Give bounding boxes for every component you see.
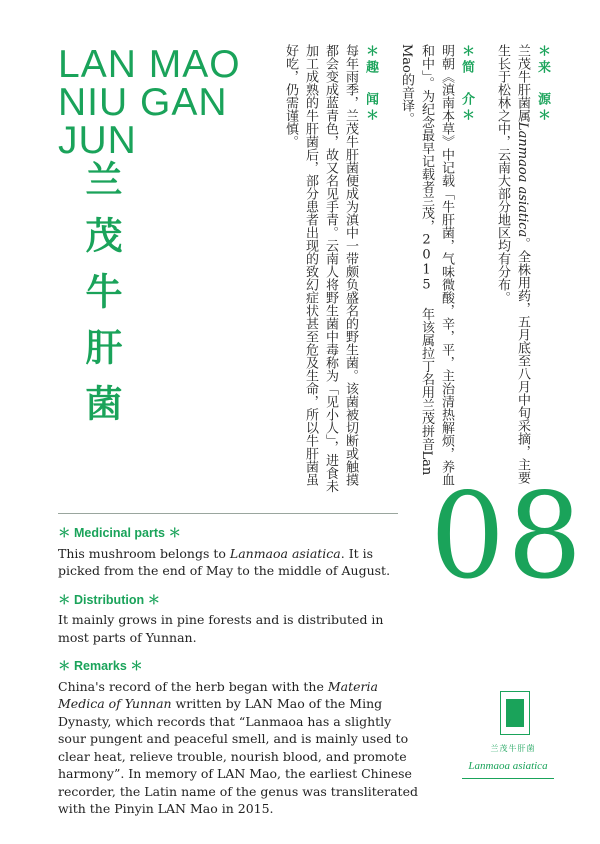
english-title [58, 43, 258, 162]
stamp-underline [462, 778, 554, 779]
stamp-block [506, 699, 524, 727]
english-title-line-2: NIU GAN [58, 81, 228, 124]
intro-text-b: 的音译。 [399, 72, 414, 125]
remarks-text-b: written by LAN Mao of the Ming Dynasty, which records that “Lanmaoa has a slightly sour pungent and peaceful smell, and is mainly used to clear heat, relieve trouble, nourish blood, and promote harmony”. In memory of LAN Mao, the earliest Chinese recorder, the Latin name of the genus was transliterated with the Pinyin LAN Mao in 2015. [58, 696, 418, 816]
section-heading-remarks: ＊ Remarks ＊ [58, 659, 143, 673]
chinese-title: 兰茂牛肝菌 [79, 160, 123, 440]
section-heading-anecdote: ＊趣 闻＊ [363, 44, 378, 124]
page-number: 08 [430, 467, 585, 605]
section-body-intro [396, 44, 456, 494]
vertical-section-intro [396, 44, 476, 494]
section-body-source [492, 44, 532, 494]
section-body-anecdote: 每年雨季，兰茂牛肝菌便成为滇中一带颇负盛名的野生菌。该菌被切断或触摸都会变成蓝青色，故又名见手青。云南人将野生菌中毒称为「见小人」，进食未加工成熟的牛肝菌后，部分患者出现的致幻症状甚至危及生命，所以牛肝菌虽好吃，仍需谨慎。 [283, 44, 358, 493]
stamp-chinese-label: 兰茂牛肝菌 [490, 744, 536, 753]
remarks-text-a: China's record of the herb began with the [58, 678, 328, 694]
remarks-italic: Materia Medica of Yunnan [58, 678, 378, 711]
divider-line [58, 513, 398, 514]
vertical-section-anecdote [280, 44, 380, 494]
section-body-medicinal-parts [58, 545, 418, 580]
english-sections [58, 525, 418, 830]
intro-latin: Lan Mao [399, 44, 434, 476]
source-latin: Lanmaoa asiatica [515, 122, 530, 238]
medicinal-italic: Lanmaoa asiatica [229, 545, 341, 561]
section-body-distribution: It mainly grows in pine forests and is distributed in most parts of Yunnan. [58, 612, 384, 645]
section-heading-intro: ＊简 介＊ [459, 44, 474, 124]
stamp-latin-label: Lanmaoa asiatica [468, 760, 548, 772]
intro-text-a: 明朝《滇南本草》中记载「牛肝菌，气味微酸，辛，平，主治清热解烦，养血和中」。为纪念最早记载者兰茂，2015 年该属拉丁名用兰茂拼音 [419, 44, 454, 486]
medicinal-text-b: . It is picked from the end of May to the middle of August. [58, 545, 391, 578]
section-body-remarks [58, 678, 418, 818]
source-text-b: 。全株用药，五月底至八月中旬采摘，主要生长于松林之中，云南大部分地区均有分布。 [495, 44, 530, 485]
stamp-frame [500, 691, 530, 735]
vertical-text-block [280, 44, 552, 494]
section-remarks [58, 658, 418, 818]
vertical-section-source [492, 44, 552, 494]
english-title-line-1: LAN MAO [58, 43, 241, 86]
english-title-line-3: JUN [58, 119, 137, 162]
section-medicinal-parts [58, 525, 418, 580]
source-text-a: 兰茂牛肝菌属 [515, 44, 530, 122]
section-distribution [58, 592, 418, 647]
section-heading-distribution: ＊ Distribution ＊ [58, 592, 161, 607]
medicinal-text-a: This mushroom belongs to [58, 545, 230, 561]
section-heading-medicinal-parts: ＊ Medicinal parts ＊ [58, 526, 181, 540]
section-heading-source: ＊来 源＊ [535, 44, 550, 124]
